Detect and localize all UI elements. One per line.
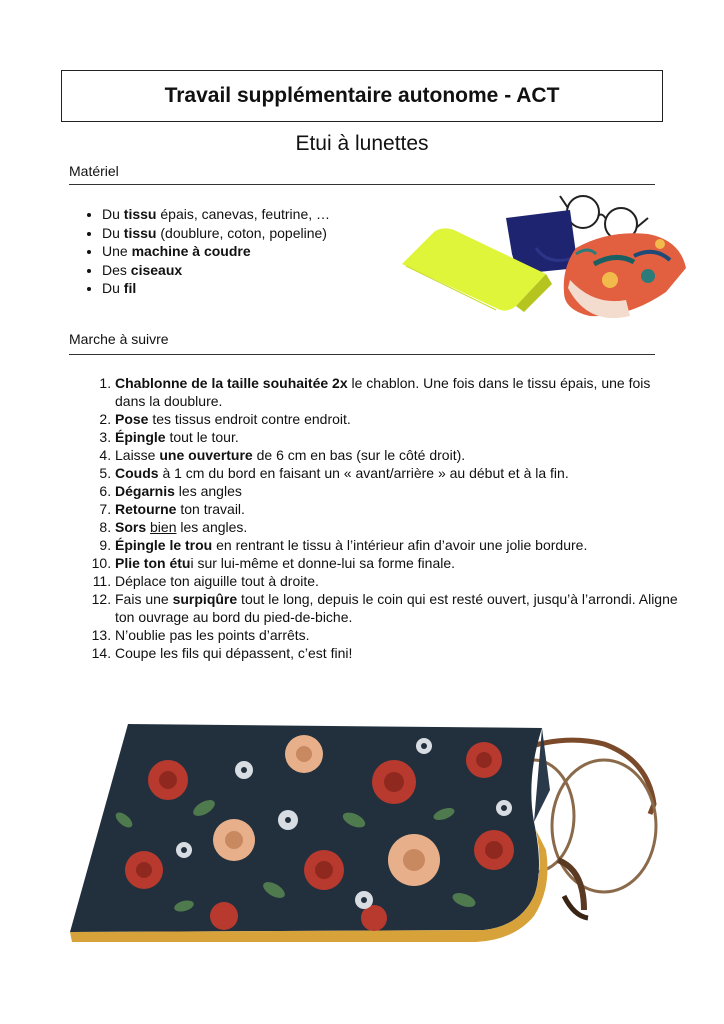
marche-divider — [69, 354, 655, 355]
list-item: 4. Laisse une ouverture de 6 cm en bas (sur le côté droit). — [115, 446, 681, 464]
list-item: 9. Épingle le trou en rentrant le tissu à l’intérieur afin d’avoir une jolie bordure. — [115, 536, 681, 554]
list-item: 12. Fais une surpiqûre tout le long, depuis le coin qui est resté ouvert, jusqu’à l’arrondi. Aligne ton ouvrage au bord du pied-de-biche. — [115, 590, 681, 626]
marche-heading: Marche à suivre — [69, 331, 169, 347]
materiel-heading: Matériel — [69, 163, 119, 179]
list-item: 8. Sors bien les angles. — [115, 518, 681, 536]
list-item: • Du tissu épais, canevas, feutrine, … — [102, 205, 330, 224]
steps-list — [88, 374, 681, 662]
list-item: 6. Dégarnis les angles — [115, 482, 681, 500]
list-item: 14. Coupe les fils qui dépassent, c’est fini! — [115, 644, 681, 662]
list-item: • Des ciseaux — [102, 261, 330, 280]
list-item: 3. Épingle tout le tour. — [115, 428, 681, 446]
list-item: 10. Plie ton étui sur lui-même et donne-lui sa forme finale. — [115, 554, 681, 572]
materiel-list — [84, 205, 330, 298]
page-title: Travail supplémentaire autonome - ACT — [61, 70, 663, 122]
list-item: 2. Pose tes tissus endroit contre endroit. — [115, 410, 681, 428]
list-item: • Du fil — [102, 279, 330, 298]
materiel-divider — [69, 184, 655, 185]
list-item: • Une machine à coudre — [102, 242, 330, 261]
list-item: 5. Couds à 1 cm du bord en faisant un « avant/arrière » au début et à la fin. — [115, 464, 681, 482]
document-subtitle: Etui à lunettes — [295, 132, 429, 155]
list-item: 7. Retourne ton travail. — [115, 500, 681, 518]
list-item: 13. N’oublie pas les points d’arrêts. — [115, 626, 681, 644]
list-item: 11. Déplace ton aiguille tout à droite. — [115, 572, 681, 590]
floral-glasses-case-photo — [64, 720, 664, 944]
list-item: 1. Chablonne de la taille souhaitée 2x le chablon. Une fois dans le tissu épais, une fois dans la doublure. — [115, 374, 681, 410]
glasses-cases-photo — [398, 188, 690, 330]
list-item: • Du tissu (doublure, coton, popeline) — [102, 224, 330, 243]
floral-case — [564, 233, 686, 318]
